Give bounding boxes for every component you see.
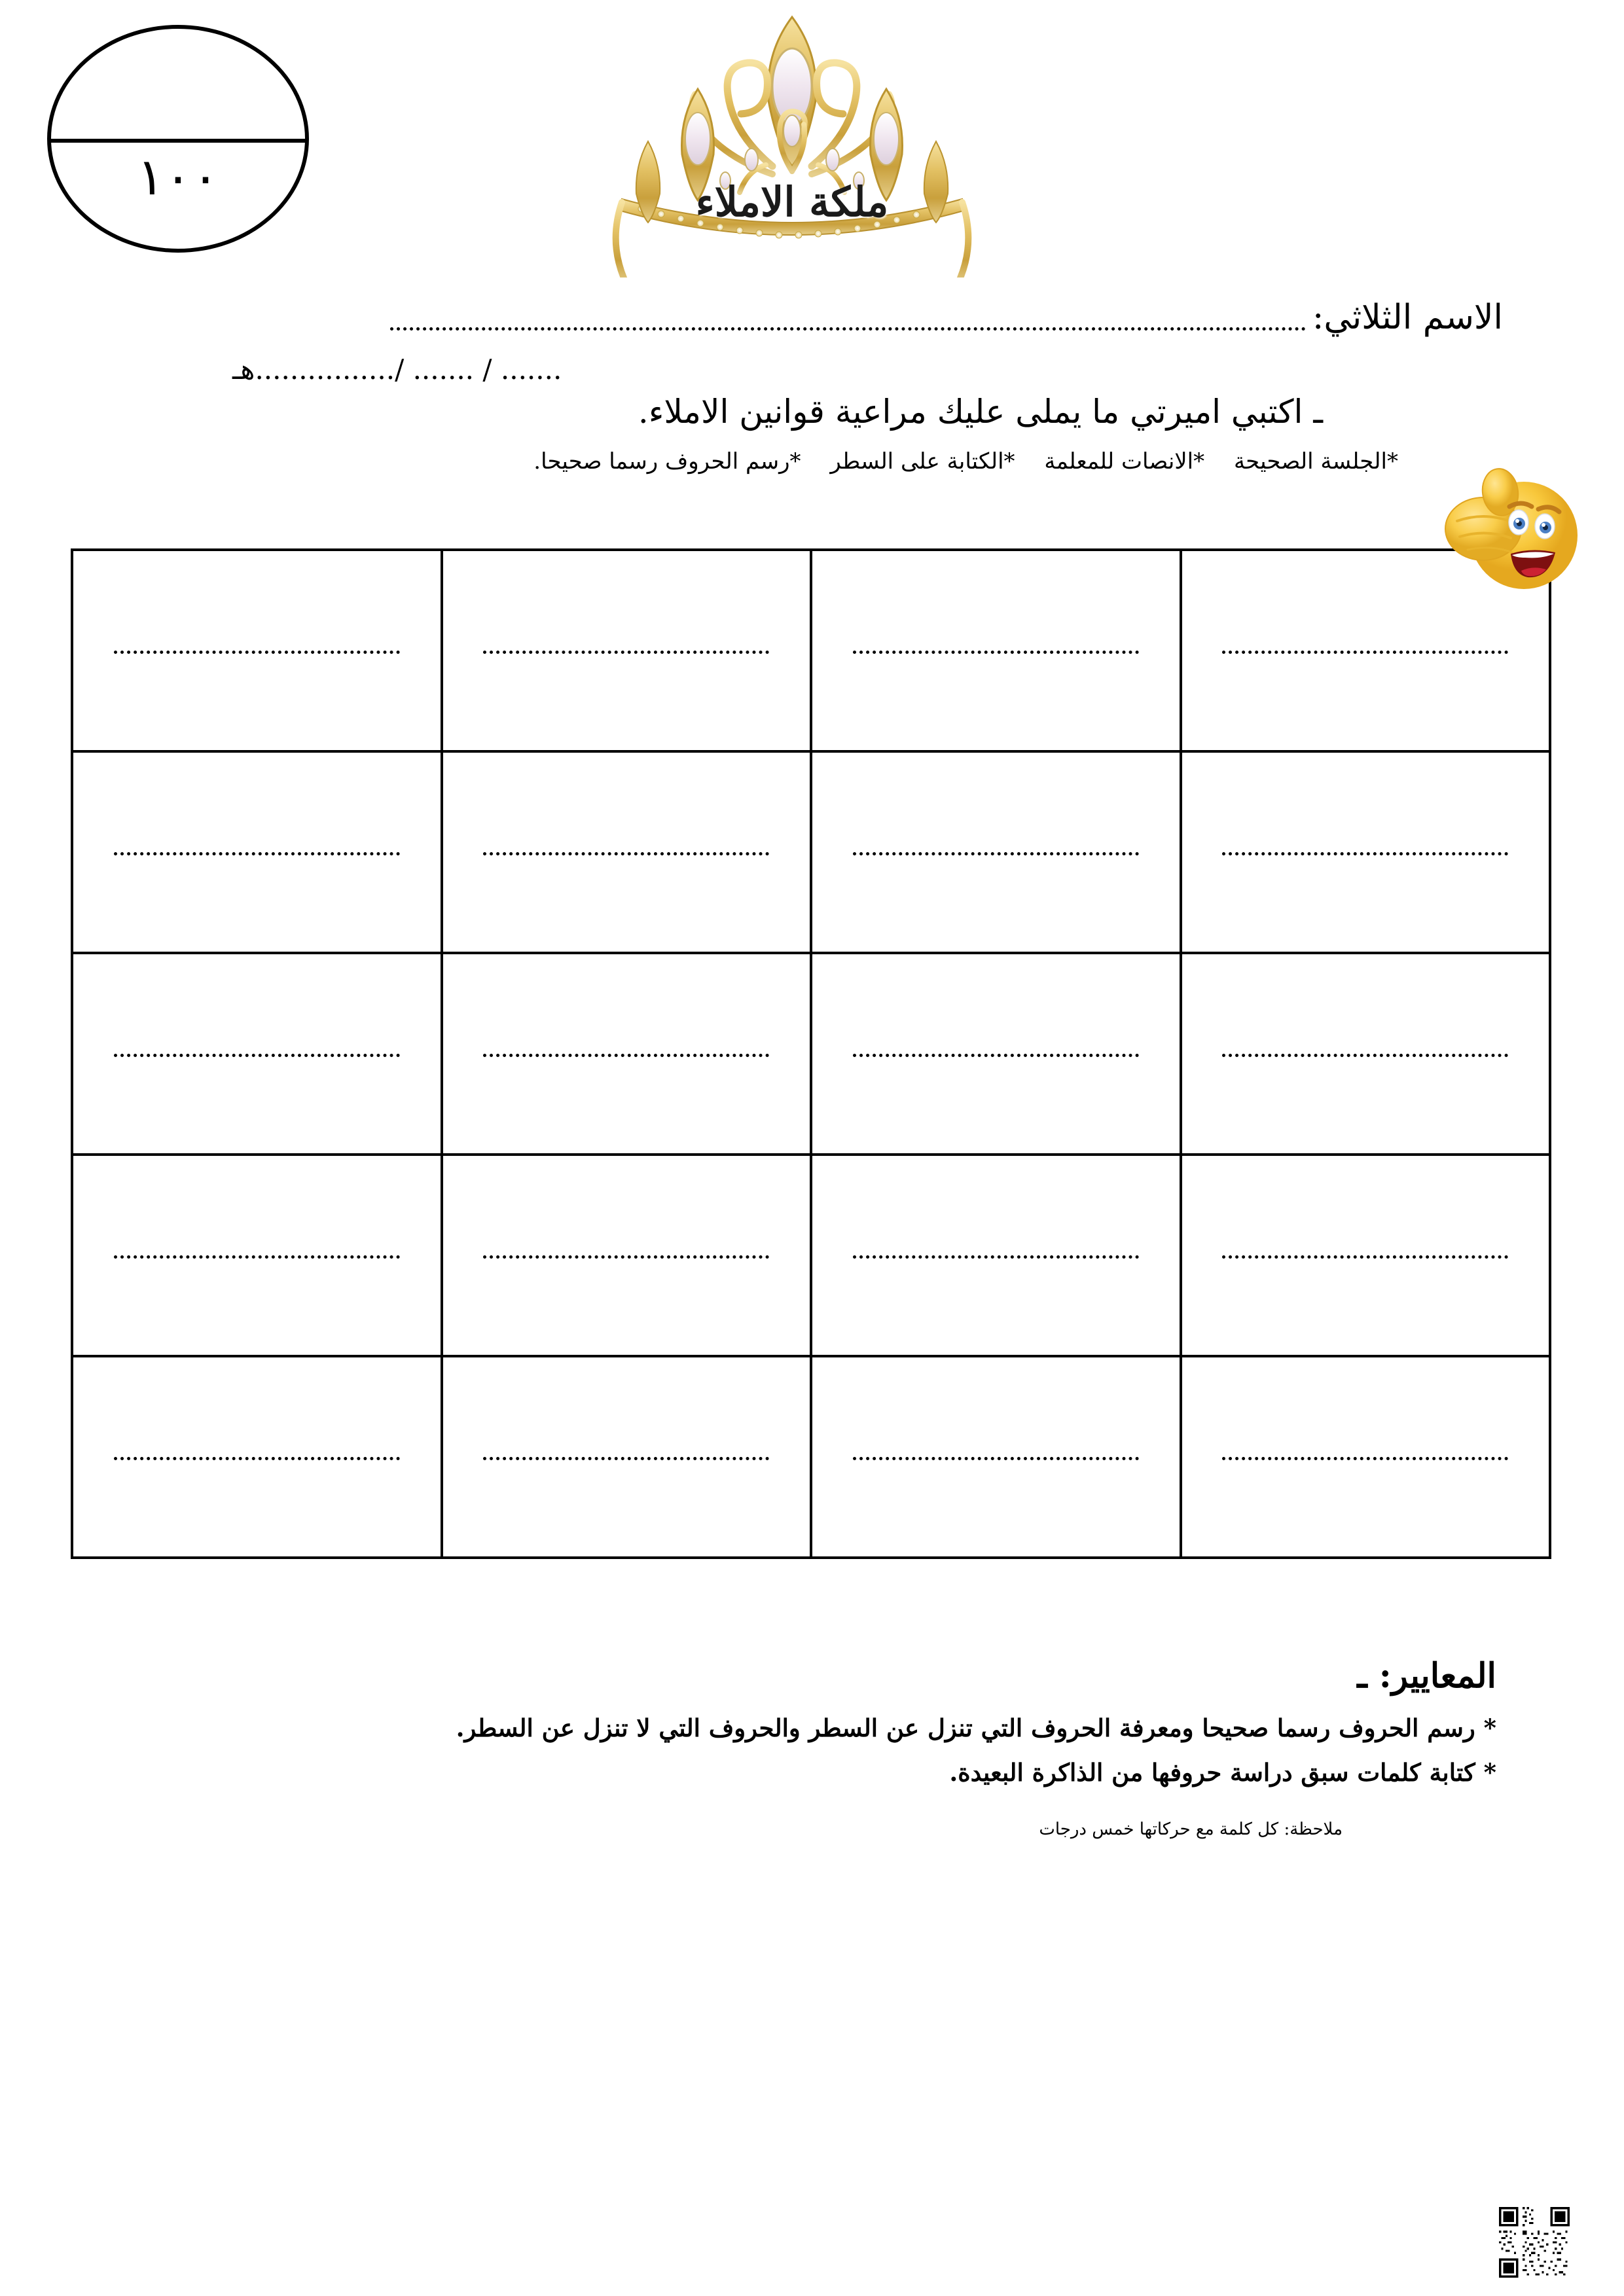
table-cell[interactable] bbox=[442, 953, 812, 1155]
table-row bbox=[72, 1356, 1550, 1558]
crown-title-block bbox=[576, 3, 1008, 278]
rule-item-3: *الكتابة على السطر bbox=[830, 448, 1015, 475]
table-cell[interactable] bbox=[1181, 953, 1551, 1155]
writing-line[interactable] bbox=[853, 1050, 1139, 1057]
table-cell[interactable] bbox=[72, 751, 442, 953]
name-input[interactable] bbox=[390, 321, 1306, 331]
table-cell[interactable] bbox=[1181, 1155, 1551, 1356]
table-row bbox=[72, 953, 1550, 1155]
table-cell[interactable] bbox=[72, 1155, 442, 1356]
table-row bbox=[72, 1155, 1550, 1356]
table-cell[interactable] bbox=[442, 751, 812, 953]
table-cell[interactable] bbox=[811, 751, 1181, 953]
criteria-note: ملاحظة: كل كلمة مع حركاتها خمس درجات bbox=[1039, 1820, 1343, 1839]
table-cell[interactable] bbox=[442, 1155, 812, 1356]
table-cell[interactable] bbox=[811, 1356, 1181, 1558]
table-cell[interactable] bbox=[442, 1356, 812, 1558]
writing-line[interactable] bbox=[114, 849, 400, 855]
rule-item-1: *الجلسة الصحيحة bbox=[1233, 448, 1398, 475]
rule-item-2: *الانصات للمعلمة bbox=[1044, 448, 1205, 475]
table-cell[interactable] bbox=[72, 953, 442, 1155]
rule-item-4: *رسم الحروف رسما صحيحا. bbox=[533, 448, 801, 475]
writing-line[interactable] bbox=[1222, 1454, 1508, 1460]
page-title: ملكة الاملاء bbox=[695, 178, 889, 226]
writing-line[interactable] bbox=[1222, 1050, 1508, 1057]
table-cell[interactable] bbox=[442, 550, 812, 751]
writing-line[interactable] bbox=[483, 1252, 769, 1259]
instruction-text: ـ اكتبي اميرتي ما يملى عليك مراعية قوانين الاملاء. bbox=[638, 393, 1323, 431]
qr-code-icon bbox=[1499, 2207, 1570, 2278]
name-field-row bbox=[390, 298, 1503, 337]
table-cell[interactable] bbox=[72, 550, 442, 751]
criteria-title: المعايير: ـ bbox=[1357, 1656, 1496, 1696]
criteria-item-1: * رسم الحروف رسما صحيحا ومعرفة الحروف التي تنزل عن السطر والحروف التي لا تنزل عن السطر. bbox=[456, 1713, 1496, 1742]
writing-line[interactable] bbox=[853, 1252, 1139, 1259]
writing-line[interactable] bbox=[483, 1050, 769, 1057]
score-value: ١٠٠ bbox=[137, 148, 219, 207]
table-cell[interactable] bbox=[811, 550, 1181, 751]
score-circle-divider bbox=[51, 139, 305, 143]
writing-line[interactable] bbox=[483, 1454, 769, 1460]
crown-tiara-icon bbox=[576, 3, 1008, 278]
name-label: الاسم الثلاثي: bbox=[1312, 298, 1503, 337]
writing-line[interactable] bbox=[114, 1050, 400, 1057]
writing-line[interactable] bbox=[853, 1454, 1139, 1460]
writing-line[interactable] bbox=[1222, 1252, 1508, 1259]
writing-line[interactable] bbox=[1222, 647, 1508, 654]
writing-line[interactable] bbox=[114, 1252, 400, 1259]
writing-line[interactable] bbox=[483, 647, 769, 654]
table-cell[interactable] bbox=[1181, 1356, 1551, 1558]
writing-line[interactable] bbox=[1222, 849, 1508, 855]
table-row bbox=[72, 751, 1550, 953]
table-cell[interactable] bbox=[811, 1155, 1181, 1356]
table-row bbox=[72, 550, 1550, 751]
thumbs-up-smiley-icon bbox=[1427, 458, 1591, 599]
rules-text bbox=[511, 448, 1398, 475]
writing-table-body bbox=[72, 550, 1550, 1558]
writing-line[interactable] bbox=[483, 849, 769, 855]
writing-line[interactable] bbox=[853, 647, 1139, 654]
score-circle bbox=[47, 25, 309, 253]
writing-line[interactable] bbox=[853, 849, 1139, 855]
date-field[interactable]: ....... / ....... /................هـ bbox=[232, 353, 562, 386]
table-cell[interactable] bbox=[72, 1356, 442, 1558]
criteria-item-2: * كتابة كلمات سبق دراسة حروفها من الذاكرة البعيدة. bbox=[949, 1758, 1496, 1787]
writing-line[interactable] bbox=[114, 1454, 400, 1460]
table-cell[interactable] bbox=[811, 953, 1181, 1155]
writing-line[interactable] bbox=[114, 647, 400, 654]
table-cell[interactable] bbox=[1181, 751, 1551, 953]
writing-table bbox=[71, 548, 1551, 1559]
